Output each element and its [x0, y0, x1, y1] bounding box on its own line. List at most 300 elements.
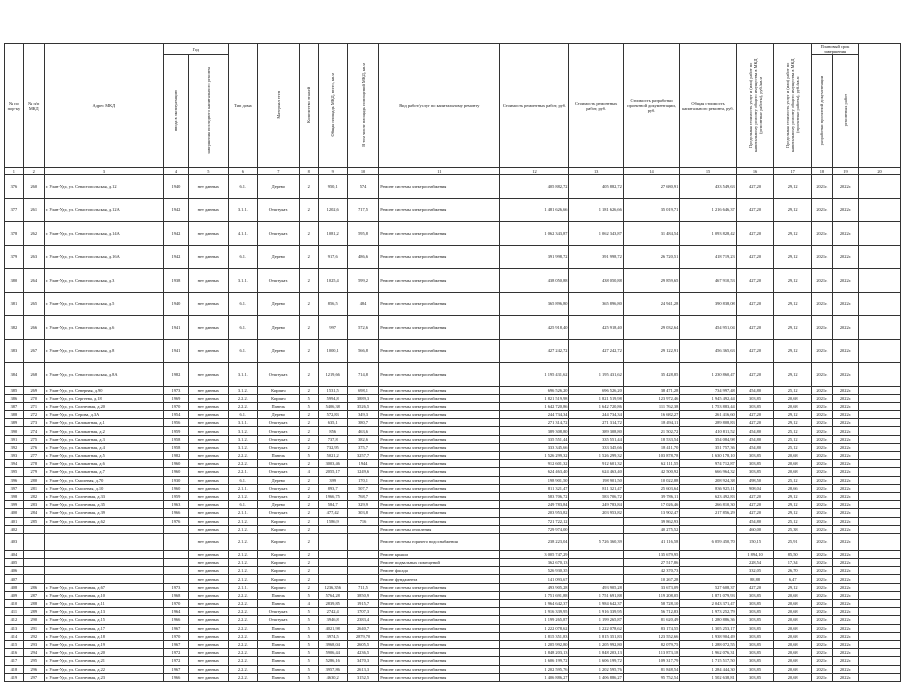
cell-total-area	[318, 533, 347, 550]
cell-commission-year: 1966	[163, 509, 188, 517]
cell-premises-area: 3152,5	[347, 673, 378, 681]
cell-mkd-number: 297	[23, 673, 44, 681]
cell-limit-repair: 303,85	[736, 657, 774, 665]
cell-floors: 2	[299, 509, 318, 517]
cell-premises-area: 566,8	[347, 339, 378, 363]
cell-design-deadline: 2021г.	[811, 175, 832, 199]
cell-total-area: 856	[318, 427, 347, 435]
cell-repair-cost: 1 199 265,87	[500, 616, 569, 624]
cell-work-type: Ремонт системы электроснабжения	[379, 509, 500, 517]
cell-floors: 2	[299, 525, 318, 533]
cell-limit-design: 85,50	[774, 550, 812, 558]
cell-repair-cost: 526 930,35	[500, 567, 569, 575]
cell-design-deadline: 2021г.	[811, 583, 832, 591]
cell-last-repair: нет данных	[188, 363, 228, 387]
cell-total-cost	[680, 575, 736, 583]
cell-work-type: Ремонт системы электроснабжения	[379, 665, 500, 673]
cell-work-type: Ремонт системы электроснабжения	[379, 292, 500, 316]
cell-repair-deadline: 2022г.	[832, 476, 858, 484]
cell-repair-deadline: 2022г.	[832, 517, 858, 525]
cell-work-type: Ремонт системы электроснабжения	[379, 583, 500, 591]
cell-work-type: Ремонт системы электроснабжения	[379, 476, 500, 484]
cell-total-cost: 410 811,52	[680, 427, 736, 435]
cell-commission-year	[163, 550, 188, 558]
cell-row-number: 406	[5, 567, 24, 575]
cell-last-repair: нет данных	[188, 460, 228, 468]
cell-row-number: 391	[5, 435, 24, 443]
cell-address: г. Улан-Удэ, ул. Солнечная, д.23	[44, 673, 163, 681]
cell-wall-material: Дерево	[257, 316, 299, 340]
cell-limit-design: 20,68	[774, 640, 812, 648]
cell-repair-cost: 389 308,80	[500, 427, 569, 435]
cell-premises-area: 711,5	[347, 583, 378, 591]
cell-wall-material: Отштукат.	[257, 363, 299, 387]
cell-limit-design: 25,38	[774, 525, 812, 533]
cell-mkd-number: 285	[23, 517, 44, 525]
cell-repair-deadline: 2022г.	[832, 608, 858, 616]
cell-commission-year: 1970	[163, 402, 188, 410]
cell-total-area: 584,7	[318, 501, 347, 509]
cell-work-type: Ремонт системы электроснабжения	[379, 419, 500, 427]
cell-total-cost: 1 715 517,50	[680, 657, 736, 665]
cell-address: г. Улан-Удэ, ул. Севастопольская, д.12А	[44, 198, 163, 222]
cell-premises-area: 3850,9	[347, 591, 378, 599]
cell-commission-year: 1956	[163, 419, 188, 427]
cell-repair-cost: 238 223,04	[500, 533, 569, 550]
cell-total-area: 1966,75	[318, 492, 347, 500]
cell-limit-repair: 303,85	[736, 616, 774, 624]
header-plan-group: Плановый срок завершения	[811, 44, 858, 55]
cell-total-cost: 217 856,29	[680, 509, 736, 517]
cell-limit-repair: 303,85	[736, 649, 774, 657]
cell-limit-design: 25,91	[774, 533, 812, 550]
cell-repair-cost-2	[569, 567, 623, 575]
cell-last-repair: нет данных	[188, 292, 228, 316]
cell-last-repair: нет данных	[188, 567, 228, 575]
cell-limit-design: 20,68	[774, 616, 812, 624]
cell-premises-area: 2640,7	[347, 624, 378, 632]
cell-last-repair: нет данных	[188, 402, 228, 410]
cell-row-number: 379	[5, 245, 24, 269]
cell-work-type: Ремонт системы электроснабжения	[379, 640, 500, 648]
cell-commission-year: 1964	[163, 608, 188, 616]
cell-last-repair: нет данных	[188, 632, 228, 640]
cell-limit-design: 20,68	[774, 632, 812, 640]
table-row	[5, 198, 901, 222]
cell-total-area	[318, 525, 347, 533]
cell-total-area: 5906,44	[318, 649, 347, 657]
cell-work-type: Ремонт системы электроснабжения	[379, 452, 500, 460]
cell-premises-area: 2613,3	[347, 665, 378, 673]
cell-wall-material: Кирпич	[257, 525, 299, 533]
cell-repair-deadline: 2022г.	[832, 316, 858, 340]
cell-wall-material: Кирпич	[257, 575, 299, 583]
cell-design-cost: 95 752,54	[623, 673, 679, 681]
cell-extra	[859, 269, 901, 293]
cell-address: г. Улан-Удэ, ул. Солнечная, д.10	[44, 591, 163, 599]
cell-row-number: 400	[5, 509, 24, 517]
cell-last-repair: нет данных	[188, 386, 228, 394]
cell-extra	[859, 575, 901, 583]
cell-design-deadline: 2021г.	[811, 649, 832, 657]
cell-repair-cost: 1 815 351,83	[500, 632, 569, 640]
cell-repair-cost: 624 463,40	[500, 468, 569, 476]
cell-commission-year: 1967	[163, 624, 188, 632]
header-limit-design: Предельная стоимость услуг и (или) работ по капитальному ремонту общего имущества в МКД (проектные работы), руб./кв.м	[774, 44, 812, 168]
cell-wall-material: Панель	[257, 591, 299, 599]
cell-house-type: 2.2.2.	[228, 640, 257, 648]
cell-address: г. Улан-Удэ, ул. Севастопольская, д.8	[44, 339, 163, 363]
cell-work-type: Ремонт системы электроснабжения	[379, 386, 500, 394]
cell-total-area: 732,95	[318, 443, 347, 451]
cell-row-number: 416	[5, 649, 24, 657]
table-row	[5, 443, 901, 451]
cell-commission-year: 1982	[163, 363, 188, 387]
table-row	[5, 591, 901, 599]
cell-premises-area: 382,6	[347, 435, 378, 443]
cell-wall-material: Кирпич	[257, 533, 299, 550]
cell-design-cost: 31 484,54	[623, 222, 679, 246]
table-body	[5, 175, 901, 682]
cell-house-type: 3.1.1.	[228, 269, 257, 293]
cell-repair-cost-2: 198 901,50	[569, 476, 623, 484]
table-row	[5, 394, 901, 402]
cell-floors: 2	[299, 550, 318, 558]
cell-last-repair: нет данных	[188, 443, 228, 451]
cell-work-type: Ремонт фасада	[379, 567, 500, 575]
cell-commission-year: 1966	[163, 616, 188, 624]
cell-repair-cost: 405 882,72	[500, 175, 569, 199]
cell-repair-cost: 1 964 642,37	[500, 600, 569, 608]
cell-house-type: 2.2.2.	[228, 608, 257, 616]
cell-premises-area: 3526,5	[347, 402, 378, 410]
table-row	[5, 673, 901, 681]
cell-limit-repair: 454,80	[736, 443, 774, 451]
header-repair-cost-2: Стоимость ремонтных работ, руб.	[569, 44, 623, 168]
cell-premises-area: 1249,6	[347, 468, 378, 476]
column-number: 6	[228, 168, 257, 175]
cell-work-type: Ремонт системы электроснабжения	[379, 222, 500, 246]
cell-house-type: 2.2.2.	[228, 632, 257, 640]
table-row	[5, 269, 901, 293]
cell-floors: 2	[299, 198, 318, 222]
cell-repair-cost-2: 203 953,82	[569, 509, 623, 517]
cell-limit-design: 20,68	[774, 460, 812, 468]
cell-house-type: 2.2.1.	[228, 468, 257, 476]
cell-design-cost: 16 682,27	[623, 411, 679, 419]
cell-design-deadline: 2021г.	[811, 517, 832, 525]
cell-repair-cost-2: 1 821 519,98	[569, 394, 623, 402]
cell-row-number: 414	[5, 632, 24, 640]
cell-limit-repair: 303,85	[736, 640, 774, 648]
table-row	[5, 292, 901, 316]
cell-total-cost: 1 962 076,31	[680, 649, 736, 657]
cell-premises-area: 3889,3	[347, 394, 378, 402]
cell-work-type: Ремонт системы электроснабжения	[379, 616, 500, 624]
cell-work-type: Ремонт системы электроснабжения	[379, 484, 500, 492]
cell-last-repair: нет данных	[188, 517, 228, 525]
column-number: 5	[188, 168, 228, 175]
cell-design-deadline: 2021г.	[811, 222, 832, 246]
cell-repair-cost: 141 093,67	[500, 575, 569, 583]
cell-premises-area: 3257,7	[347, 452, 378, 460]
cell-design-deadline: 2021г.	[811, 591, 832, 599]
cell-work-type: Ремонт системы электроснабжения	[379, 673, 500, 681]
cell-work-type: Ремонт системы электроснабжения	[379, 600, 500, 608]
cell-total-area: 572,83	[318, 411, 347, 419]
cell-limit-design: 29,12	[774, 316, 812, 340]
cell-row-number: 399	[5, 501, 24, 509]
cell-total-area: 2055,17	[318, 468, 347, 476]
cell-extra	[859, 673, 901, 681]
cell-repair-cost: 1 848 203,13	[500, 649, 569, 657]
table-row	[5, 501, 901, 509]
cell-row-number: 385	[5, 386, 24, 394]
cell-address: г. Улан-Удэ, ул. Серова, д.3А	[44, 411, 163, 419]
cell-extra	[859, 402, 901, 410]
cell-limit-repair: 303,85	[736, 673, 774, 681]
cell-row-number: 392	[5, 443, 24, 451]
cell-extra	[859, 394, 901, 402]
table-row	[5, 175, 901, 199]
cell-repair-cost-2: 1 606 199,72	[569, 657, 623, 665]
cell-address: г. Улан-Удэ, ул. Силикатная, д.3	[44, 435, 163, 443]
cell-repair-cost: 335 551,44	[500, 435, 569, 443]
cell-floors: 2	[299, 269, 318, 293]
cell-total-cost: 527 608,37	[680, 583, 736, 591]
cell-house-type: 2.2.2.	[228, 673, 257, 681]
cell-commission-year: 1982	[163, 452, 188, 460]
cell-address: г. Улан-Удэ, ул. Солнечная, д.17	[44, 624, 163, 632]
cell-repair-deadline: 2022г.	[832, 427, 858, 435]
cell-house-type: 6.1.	[228, 245, 257, 269]
cell-limit-repair: 1 894,10	[736, 550, 774, 558]
cell-work-type: Ремонт системы электроснабжения	[379, 175, 500, 199]
cell-extra	[859, 608, 901, 616]
cell-limit-repair: 332,05	[736, 567, 774, 575]
cell-row-number: 390	[5, 427, 24, 435]
cell-row-number: 388	[5, 411, 24, 419]
cell-repair-deadline: 2022г.	[832, 567, 858, 575]
cell-repair-cost: 721 722,12	[500, 517, 569, 525]
cell-repair-cost-2: 696 526,20	[569, 386, 623, 394]
cell-wall-material: Панель	[257, 665, 299, 673]
cell-repair-cost-2: 427 242,72	[569, 339, 623, 363]
cell-last-repair: нет данных	[188, 435, 228, 443]
cell-limit-design: 25,12	[774, 435, 812, 443]
cell-repair-deadline: 2022г.	[832, 269, 858, 293]
cell-design-cost: 81 848,54	[623, 665, 679, 673]
cell-extra	[859, 339, 901, 363]
table-row	[5, 222, 901, 246]
cell-wall-material: Отштукат.	[257, 460, 299, 468]
cell-address: г. Улан-Удэ, ул. Солнечная, д.18	[44, 632, 163, 640]
cell-total-area: 1081,2	[318, 222, 347, 246]
cell-repair-deadline: 2022г.	[832, 402, 858, 410]
cell-repair-cost: 244 734,34	[500, 411, 569, 419]
cell-premises-area: 1944	[347, 460, 378, 468]
cell-repair-deadline: 2022г.	[832, 575, 858, 583]
cell-design-cost: 81 620,49	[623, 616, 679, 624]
cell-total-area	[318, 550, 347, 558]
cell-premises-area: 349,3	[347, 411, 378, 419]
cell-repair-cost-2: 405 882,72	[569, 175, 623, 199]
cell-extra	[859, 517, 901, 525]
cell-floors: 5	[299, 394, 318, 402]
cell-repair-deadline: 2022г.	[832, 460, 858, 468]
cell-limit-design: 20,68	[774, 402, 812, 410]
cell-premises-area: 303,8	[347, 509, 378, 517]
cell-design-deadline: 2021г.	[811, 419, 832, 427]
cell-premises-area: 507,7	[347, 484, 378, 492]
column-number: 2	[23, 168, 44, 175]
cell-mkd-number: 276	[23, 443, 44, 451]
cell-limit-repair: 303,85	[736, 591, 774, 599]
cell-wall-material: Отштукат.	[257, 492, 299, 500]
cell-design-deadline: 2021г.	[811, 452, 832, 460]
cell-repair-cost: 811 321,47	[500, 484, 569, 492]
cell-row-number: 384	[5, 363, 24, 387]
cell-design-deadline: 2021г.	[811, 657, 832, 665]
cell-extra	[859, 649, 901, 657]
cell-last-repair: нет данных	[188, 411, 228, 419]
cell-total-cost: 351 757,36	[680, 443, 736, 451]
cell-repair-cost-2: 1 916 339,95	[569, 608, 623, 616]
cell-house-type: 2.1.1.	[228, 509, 257, 517]
cell-total-cost	[680, 525, 736, 533]
cell-extra	[859, 363, 901, 387]
cell-work-type: Ремонт системы электроснабжения	[379, 492, 500, 500]
cell-work-type: Ремонт системы электроснабжения	[379, 501, 500, 509]
cell-last-repair: нет данных	[188, 492, 228, 500]
cell-house-type: 2.1.1.	[228, 484, 257, 492]
cell-wall-material: Отштукат.	[257, 608, 299, 616]
cell-work-type: Ремонт системы электроснабжения	[379, 316, 500, 340]
cell-repair-deadline: 2022г.	[832, 443, 858, 451]
cell-work-type: Ремонт системы электроснабжения	[379, 402, 500, 410]
cell-design-deadline: 2021г.	[811, 394, 832, 402]
cell-extra	[859, 435, 901, 443]
cell-limit-repair: 427,20	[736, 509, 774, 517]
table-row	[5, 460, 901, 468]
cell-house-type: 2.2.2.	[228, 649, 257, 657]
cell-mkd-number: 277	[23, 452, 44, 460]
cell-premises-area: 380,7	[347, 419, 378, 427]
cell-repair-cost: 912 601,32	[500, 460, 569, 468]
cell-extra	[859, 476, 901, 484]
cell-total-cost: 1 280 886,36	[680, 616, 736, 624]
cell-repair-cost-2: 389 308,80	[569, 427, 623, 435]
cell-floors: 2	[299, 292, 318, 316]
cell-commission-year: 1941	[163, 339, 188, 363]
cell-total-cost	[680, 559, 736, 567]
cell-design-cost: 35 019,71	[623, 198, 679, 222]
cell-commission-year: 1959	[163, 427, 188, 435]
cell-address: г. Улан-Удэ, ул. Силикатная, д.2	[44, 427, 163, 435]
cell-design-cost: 111 762,38	[623, 402, 679, 410]
cell-commission-year	[163, 567, 188, 575]
cell-extra	[859, 443, 901, 451]
cell-design-cost: 119 208,05	[623, 591, 679, 599]
cell-extra	[859, 468, 901, 476]
cell-row-number: 393	[5, 452, 24, 460]
cell-commission-year: 1967	[163, 640, 188, 648]
cell-work-type: Ремонт системы электроснабжения	[379, 443, 500, 451]
cell-mkd-number: 274	[23, 427, 44, 435]
cell-commission-year: 1966	[163, 673, 188, 681]
cell-floors: 5	[299, 624, 318, 632]
cell-row-number: 383	[5, 339, 24, 363]
cell-house-type: 3.1.2.	[228, 443, 257, 451]
cell-design-cost: 29 122,91	[623, 339, 679, 363]
cell-wall-material: Дерево	[257, 501, 299, 509]
cell-row-number: 376	[5, 175, 24, 199]
cell-limit-design: 20,68	[774, 657, 812, 665]
cell-wall-material: Дерево	[257, 411, 299, 419]
cell-limit-repair: 454,80	[736, 427, 774, 435]
table-row	[5, 435, 901, 443]
cell-total-area: 856,5	[318, 292, 347, 316]
cell-last-repair: нет данных	[188, 624, 228, 632]
cell-repair-deadline: 2022г.	[832, 559, 858, 567]
cell-address: г. Улан-Удэ, ул. Севастопольская, д.8А	[44, 363, 163, 387]
cell-repair-cost-2: 583 706,72	[569, 492, 623, 500]
cell-limit-design: 26,70	[774, 567, 812, 575]
cell-mkd-number: 272	[23, 411, 44, 419]
table-row	[5, 624, 901, 632]
cell-design-deadline: 2021г.	[811, 632, 832, 640]
cell-repair-cost-2: 1 848 203,13	[569, 649, 623, 657]
cell-mkd-number: 291	[23, 624, 44, 632]
cell-extra	[859, 316, 901, 340]
cell-wall-material: Панель	[257, 452, 299, 460]
cell-total-area: 399	[318, 476, 347, 484]
cell-limit-design: 20,68	[774, 394, 812, 402]
cell-repair-deadline: 2022г.	[832, 616, 858, 624]
cell-work-type: Ремонт системы электроснабжения	[379, 624, 500, 632]
cell-total-cost: 1 973 252,79	[680, 608, 736, 616]
cell-repair-deadline: 2022г.	[832, 640, 858, 648]
cell-house-type: 2.2.2.	[228, 460, 257, 468]
cell-extra	[859, 616, 901, 624]
header-total-area: Общая площадь МКД, всего, кв.м	[318, 44, 347, 168]
cell-design-deadline: 2021г.	[811, 292, 832, 316]
cell-design-deadline: 2021г.	[811, 509, 832, 517]
cell-repair-deadline: 2022г.	[832, 292, 858, 316]
cell-design-cost: 18 494,11	[623, 419, 679, 427]
cell-limit-design: 6,47	[774, 575, 812, 583]
cell-address: г. Улан-Удэ, ул. Силикатная, д.1	[44, 419, 163, 427]
cell-premises-area	[347, 533, 378, 550]
cell-design-deadline: 2021г.	[811, 567, 832, 575]
cell-repair-cost-2: 1 205 992,80	[569, 640, 623, 648]
cell-floors: 5	[299, 632, 318, 640]
cell-repair-cost: 249 783,84	[500, 501, 569, 509]
cell-last-repair: нет данных	[188, 673, 228, 681]
cell-premises-area: 1915,7	[347, 600, 378, 608]
cell-house-type: 6.1.	[228, 292, 257, 316]
cell-premises-area: 2605,5	[347, 640, 378, 648]
cell-last-repair: нет данных	[188, 616, 228, 624]
cell-limit-repair: 303,85	[736, 608, 774, 616]
cell-repair-cost-2: 271 314,72	[569, 419, 623, 427]
cell-total-area	[318, 575, 347, 583]
cell-address: г. Улан-Удэ, ул. Силикатная, д.5	[44, 452, 163, 460]
cell-house-type: 2.1.2.	[228, 517, 257, 525]
cell-repair-cost-2: 493 905,28	[569, 583, 623, 591]
cell-house-type: 2.1.2.	[228, 575, 257, 583]
header-work-type: Вид работ/услуг по капитальному ремонту	[379, 44, 500, 168]
